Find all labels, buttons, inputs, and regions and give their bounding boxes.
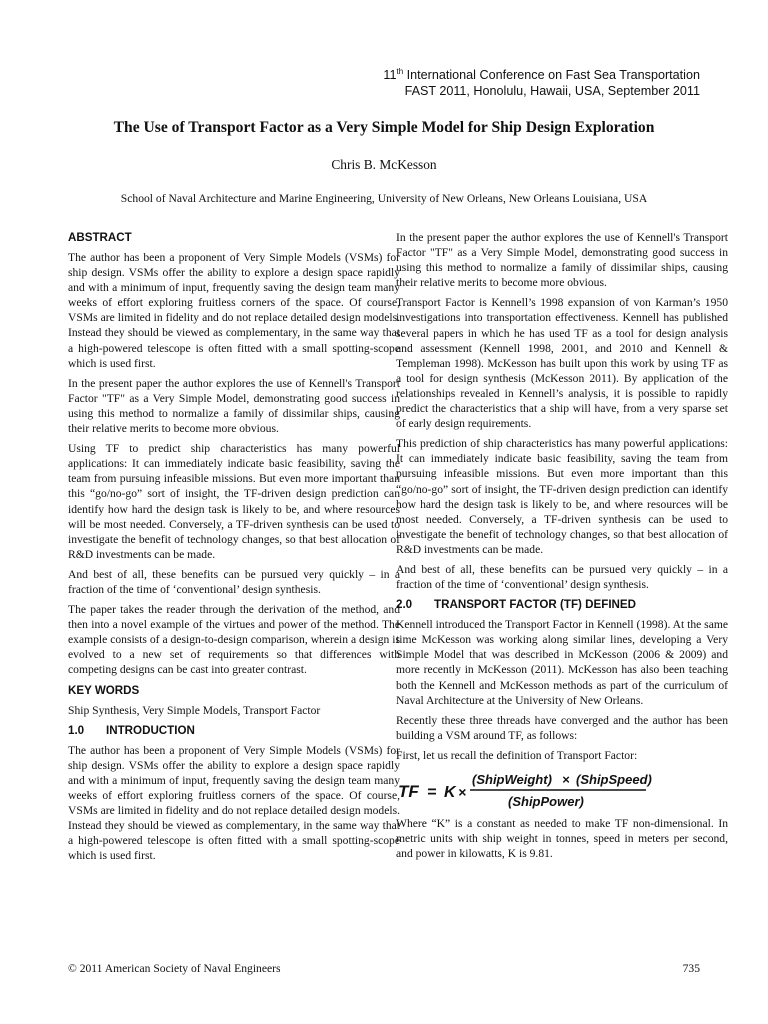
abstract-paragraph: In the present paper the author explores the use of Kennell's Transport Factor "TF" as a Very Simple Model, demonstrating good success in using this method to normalize a family of dissimilar ships, causing their relative merits to become more obvious. [68,376,400,436]
equation-numerator-speed: (ShipSpeed) [576,772,652,787]
footer-copyright: © 2011 American Society of Naval Engineers [68,962,281,975]
abstract-heading: ABSTRACT [68,231,132,244]
paper-title: The Use of Transport Factor as a Very Simple Model for Ship Design Exploration [113,119,655,136]
equation-numerator-weight: (ShipWeight) [472,772,552,787]
conference-line-1 [260,68,700,84]
equation-times: × [458,784,467,800]
equation-constant: K [444,784,456,801]
section-title: INTRODUCTION [106,723,195,737]
right-column [396,230,728,866]
section-2-heading [396,597,728,612]
equation-numerator-times: × [562,772,570,787]
introduction-paragraph: The author has been a proponent of Very Simple Models (VSMs) for ship design. VSMs offer the ability to explore a design space rapidly and with a minimum of input, frequently saving the design team many weeks of effort exploring fruitless corners of the space. Of course, VSMs are limited in fidelity and do not replace detailed design models. Instead they should be viewed as complementary, in the same way that a high-powered telescope is often fitted with a small spotting-scope which is used first. [68,743,400,863]
conference-line-2: FAST 2011, Honolulu, Hawaii, USA, September 2011 [404,83,700,98]
introduction-paragraph: In the present paper the author explores the use of Kennell's Transport Factor "TF" as a Very Simple Model, demonstrating good success in using this method to normalize a family of dissimilar ships, causing their relative merits to become more obvious. [396,231,728,290]
conference-name: International Conference on Fast Sea Transportation [403,68,700,82]
conference-ordinal-suffix: th [396,67,404,76]
author-affiliation: School of Naval Architecture and Marine Engineering, University of New Orleans, New Orleans Louisiana, USA [120,192,648,205]
conference-header [260,68,700,99]
equation-equals: = [427,784,437,801]
abstract-paragraph: The paper takes the reader through the derivation of the method, and then into a novel example of the virtues and power of the method. The example consists of a design-to-design comparison, wherein a design is evolved to a new set of requirements so that differences with competing designs can be cast into greater contrast. [68,603,400,677]
transport-factor-equation [396,768,728,810]
section-2-paragraph: Kennell introduced the Transport Factor in Kennell (1998). At the same time McKesson was working along similar lines, developing a Very Simple Model that was described in McKesson (2006 & 2009) and more recently in McKesson (2011). McKesson has also been teaching both the Kennell and McKesson methods as part of the curriculum of Naval Architecture at the University of New Orleans. [396,618,728,707]
author-name: Chris B. McKesson [331,157,437,172]
keywords-text: Ship Synthesis, Very Simple Models, Transport Factor [68,703,321,717]
equation-graphic [396,768,728,810]
introduction-paragraph: And best of all, these benefits can be pursued very quickly – in a fraction of the time of ‘conventional’ design synthesis. [396,562,728,592]
left-column [68,230,400,868]
section-number: 1.0 [68,723,85,737]
equation-lhs: TF [398,782,419,801]
introduction-paragraph: This prediction of ship characteristics has many powerful applications: It can immediately indicate basic feasibility, saving the team from pursuing infeasible missions. But even more important than this “go/no-go” sort of insight, the TF-driven design prediction can identify how hard the design task is likely to be, and where resources will be most needed. Conversely, a TF-driven synthesis can be used to investigate the benefit of technology changes, so that best allocation of R&D investments can be made. [396,437,728,556]
conference-ordinal-number: 11 [383,68,397,82]
abstract-paragraph: The author has been a proponent of Very Simple Models (VSMs) for ship design. VSMs offer the ability to explore a design space rapidly and with a minimum of input, frequently saving the design team many weeks of effort exploring fruitless corners of the space. Of course, VSMs are limited in fidelity and do not replace detailed design models. Instead they should be viewed as complementary, in the same way that a high-powered telescope is often fitted with a small spotting-scope which is used first. [68,251,400,370]
section-title: TRANSPORT FACTOR (TF) DEFINED [434,598,637,612]
abstract-paragraph: Using TF to predict ship characteristics has many powerful applications: It can immediately indicate basic feasibility, saving the team from pursuing infeasible missions. But even more important than this “go/no-go” sort of insight, the TF-driven design prediction can identify how hard the design task is likely to be, and where resources will be most needed. Conversely, a TF-driven synthesis can be used to investigate the benefit of technology changes, so that best allocation of R&D investments can be made. [68,442,400,561]
section-2-paragraph: First, let us recall the definition of Transport Factor: [396,748,638,762]
page-number: 735 [682,962,700,975]
introduction-paragraph: Transport Factor is Kennell’s 1998 expansion of von Karman’s 1950 investigations into transportation effectiveness. Kennell has published several papers in which he has used TF as a tool for design analysis and assessment (Kennell 1998, 2001, and 2010 and Kennell & Templeman 1998). McKesson has built upon this work by using TF as a tool for design synthesis (McKesson 2011). By application of the relationships revealed in Kennell’s analysis, it is possible to rapidly predict the characteristics that a ship will have, from a very sparse set of early design requirements. [396,296,728,431]
section-2-paragraph: Where “K” is a constant as needed to make TF non-dimensional. In metric units with ship weight in tonnes, speed in meters per second, and power in kilowatts, K is 9.81. [396,817,728,861]
section-number: 2.0 [396,598,413,612]
section-2-paragraph: Recently these three threads have converged and the author has been building a VSM around TF, as follows: [396,713,728,742]
introduction-heading [68,723,400,738]
equation-denominator-power: (ShipPower) [508,794,584,809]
keywords-heading: KEY WORDS [68,683,140,697]
abstract-paragraph: And best of all, these benefits can be pursued very quickly – in a fraction of the time of ‘conventional’ design synthesis. [68,567,400,596]
